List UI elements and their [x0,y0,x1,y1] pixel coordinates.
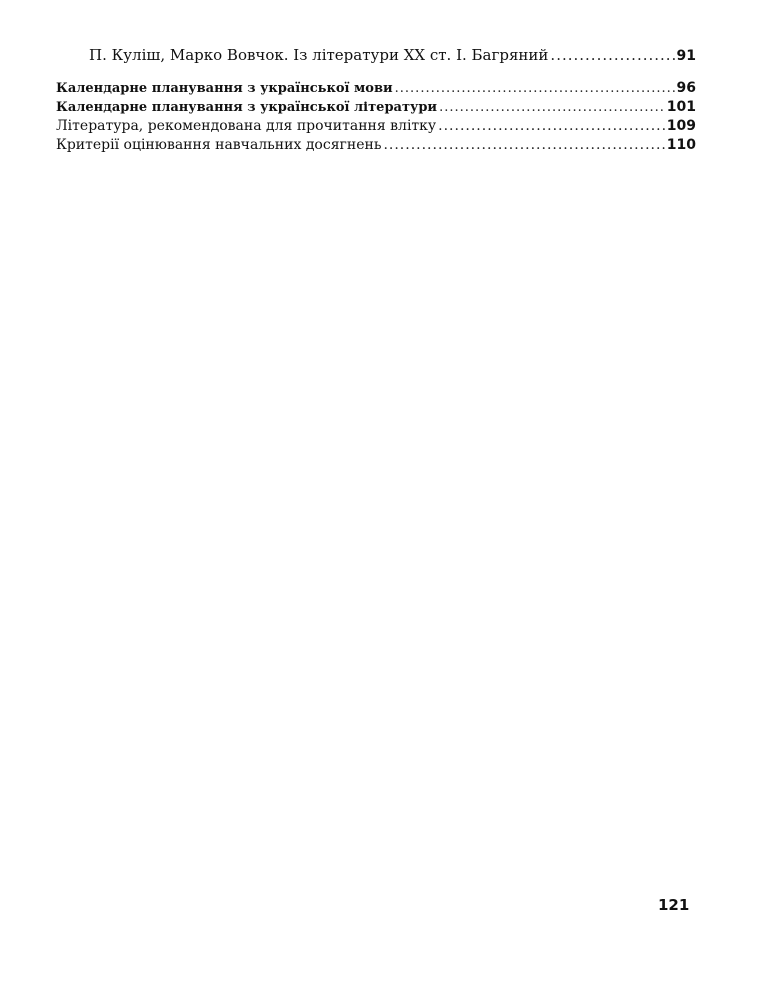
toc-entry-title: П. Куліш, Марко Вовчок. Із літератури XX ст. І. Багряний [89,46,549,64]
toc-leader-dots [395,79,675,98]
toc-entry [56,117,696,136]
table-of-contents [56,46,696,155]
toc-entry [56,98,696,117]
toc-entry [56,46,696,65]
toc-entry-page: 96 [676,80,696,96]
toc-entry-page: 91 [676,48,696,64]
toc-leader-dots [550,46,674,65]
toc-entry-title: Календарне планування з української мови [56,81,393,96]
toc-entry-title: Література, рекомендована для прочитання влітку [56,118,437,134]
toc-entry-page: 109 [666,118,696,134]
toc-leader-dots [438,117,665,136]
toc-entry-title: Критерії оцінювання навчальних досягнень [56,137,382,153]
page-number: 121 [658,896,690,914]
toc-entry-title: Календарне планування з української літератури [56,100,438,115]
toc-leader-dots [439,98,665,117]
toc-leader-dots [383,136,664,155]
toc-entry-page: 110 [666,137,696,153]
toc-entry [56,79,696,98]
toc-entry [56,136,696,155]
toc-entry-page: 101 [666,99,696,115]
